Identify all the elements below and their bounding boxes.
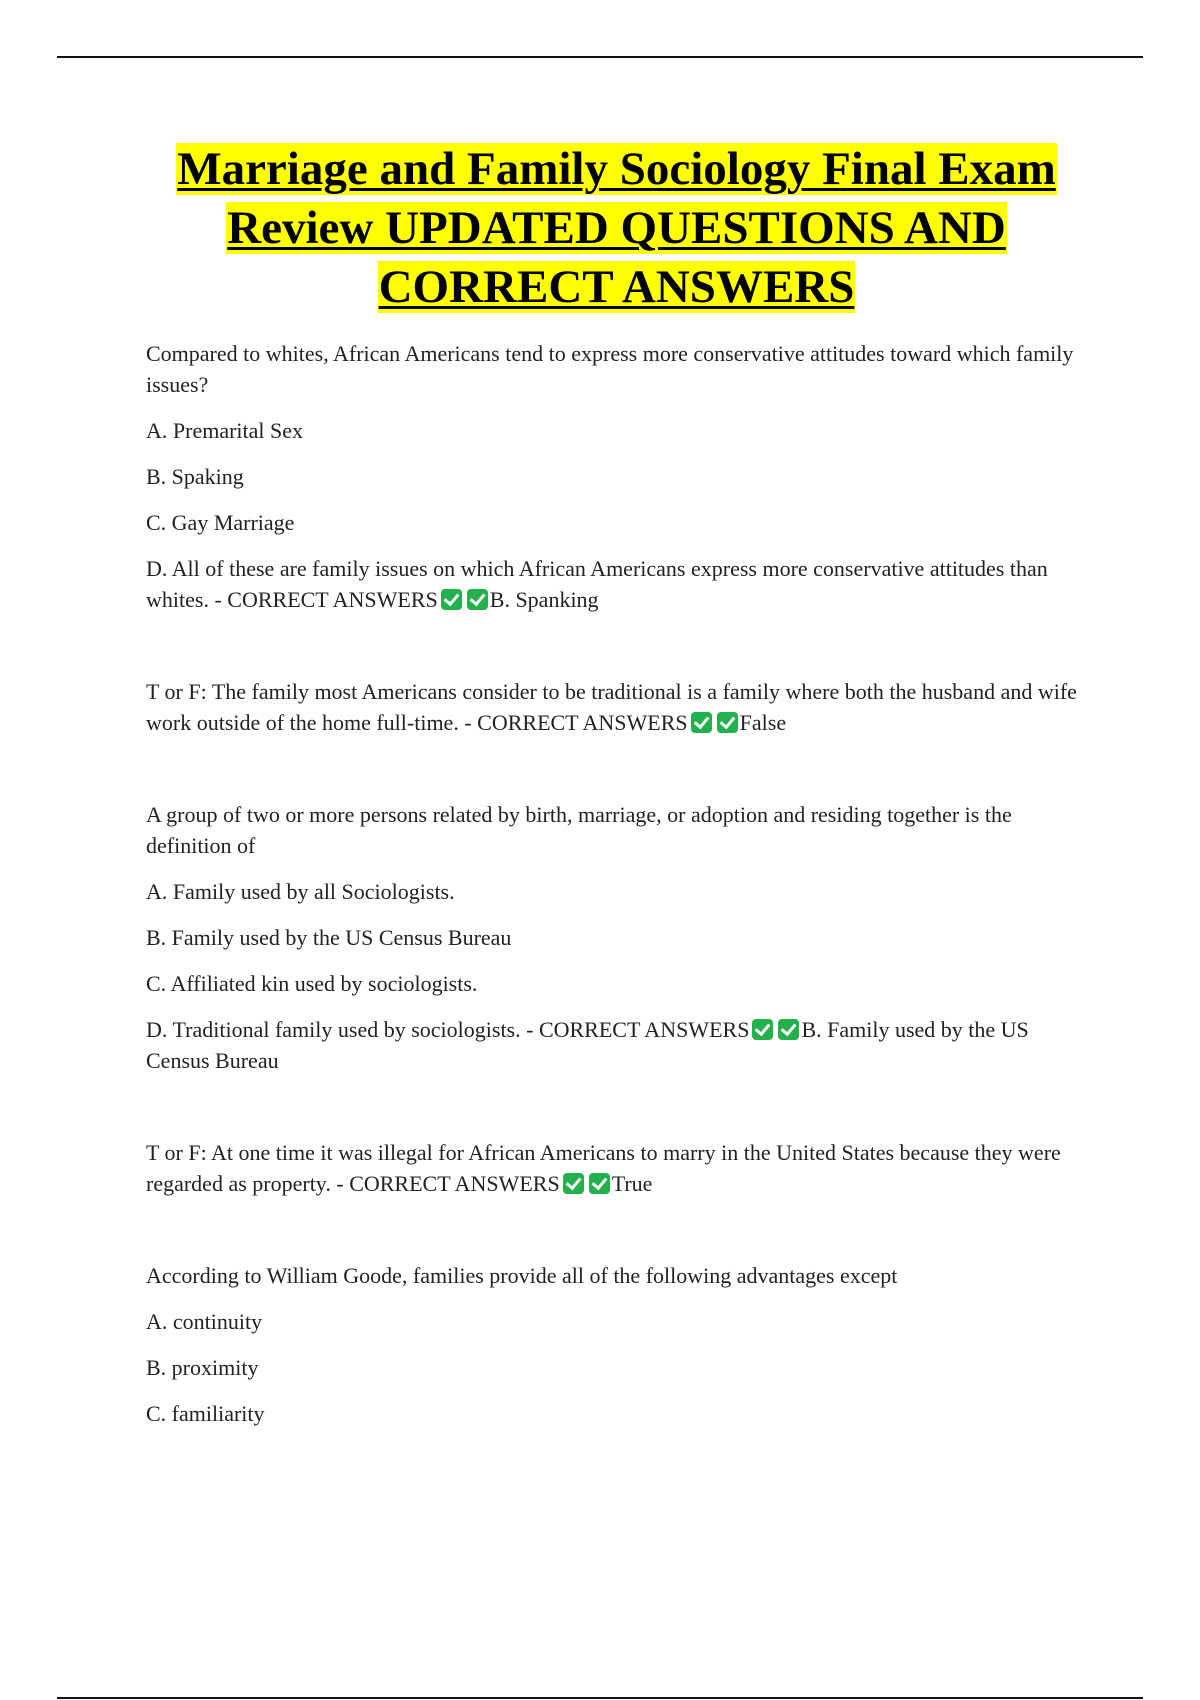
answer-marker: - CORRECT ANSWERS [526,1017,750,1042]
question-stem-with-answer [146,676,1096,738]
question-1 [146,338,1096,615]
question-stem: Compared to whites, African Americans tend to express more conservative attitudes toward which family issues? [146,341,1074,397]
question-3 [146,799,1096,1076]
option-a: A. Family used by all Sociologists. [146,879,455,904]
correct-answer: B. Spanking [489,587,599,612]
title-line-3: CORRECT ANSWERS [378,261,855,313]
top-rule [57,56,1143,58]
question-5 [146,1260,1096,1429]
check-icon [441,589,462,610]
question-2 [146,676,1096,738]
title-line-2: Review UPDATED QUESTIONS AND [227,202,1006,254]
option-d: D. Traditional family used by sociologists. [146,1017,521,1042]
option-c: C. Affiliated kin used by sociologists. [146,971,478,996]
correct-answer: False [739,710,787,735]
option-b: B. Family used by the US Census Bureau [146,925,512,950]
option-b: B. Spaking [146,464,244,489]
check-icon [752,1019,773,1040]
option-b: B. proximity [146,1355,259,1380]
option-a: A. continuity [146,1309,263,1334]
check-icon [717,712,738,733]
question-stem: According to William Goode, families provide all of the following advantages except [146,1263,898,1288]
question-stem: T or F: The family most Americans consider to be traditional is a family where both the husband and wife work outside of the home full-time. [146,679,1077,735]
option-c: C. familiarity [146,1401,265,1426]
bottom-rule [57,1697,1143,1699]
option-d: D. All of these are family issues on which African Americans express more conservative attitudes than whites. [146,556,1048,612]
check-icon [778,1019,799,1040]
document-title [0,140,1200,317]
answer-marker: - CORRECT ANSWERS [464,710,688,735]
option-c: C. Gay Marriage [146,510,295,535]
question-4 [146,1137,1096,1199]
answer-marker: - CORRECT ANSWERS [214,587,438,612]
question-stem: T or F: At one time it was illegal for African Americans to marry in the United States because they were regarded as property. [146,1140,1061,1196]
option-a: A. Premarital Sex [146,418,304,443]
check-icon [589,1173,610,1194]
question-stem-with-answer [146,1137,1096,1199]
option-d-with-answer [146,553,1096,615]
check-icon [563,1173,584,1194]
question-stem: A group of two or more persons related by birth, marriage, or adoption and residing together is the definition of [146,802,1012,858]
question-list [146,338,1096,1444]
correct-answer: True [611,1171,653,1196]
correct-answer: B. Family used by the US Census Bureau [146,1017,1029,1073]
check-icon [691,712,712,733]
option-d-with-answer [146,1014,1096,1076]
answer-marker: - CORRECT ANSWERS [336,1171,560,1196]
check-icon [467,589,488,610]
title-line-1: Marriage and Family Sociology Final Exam [177,143,1056,195]
